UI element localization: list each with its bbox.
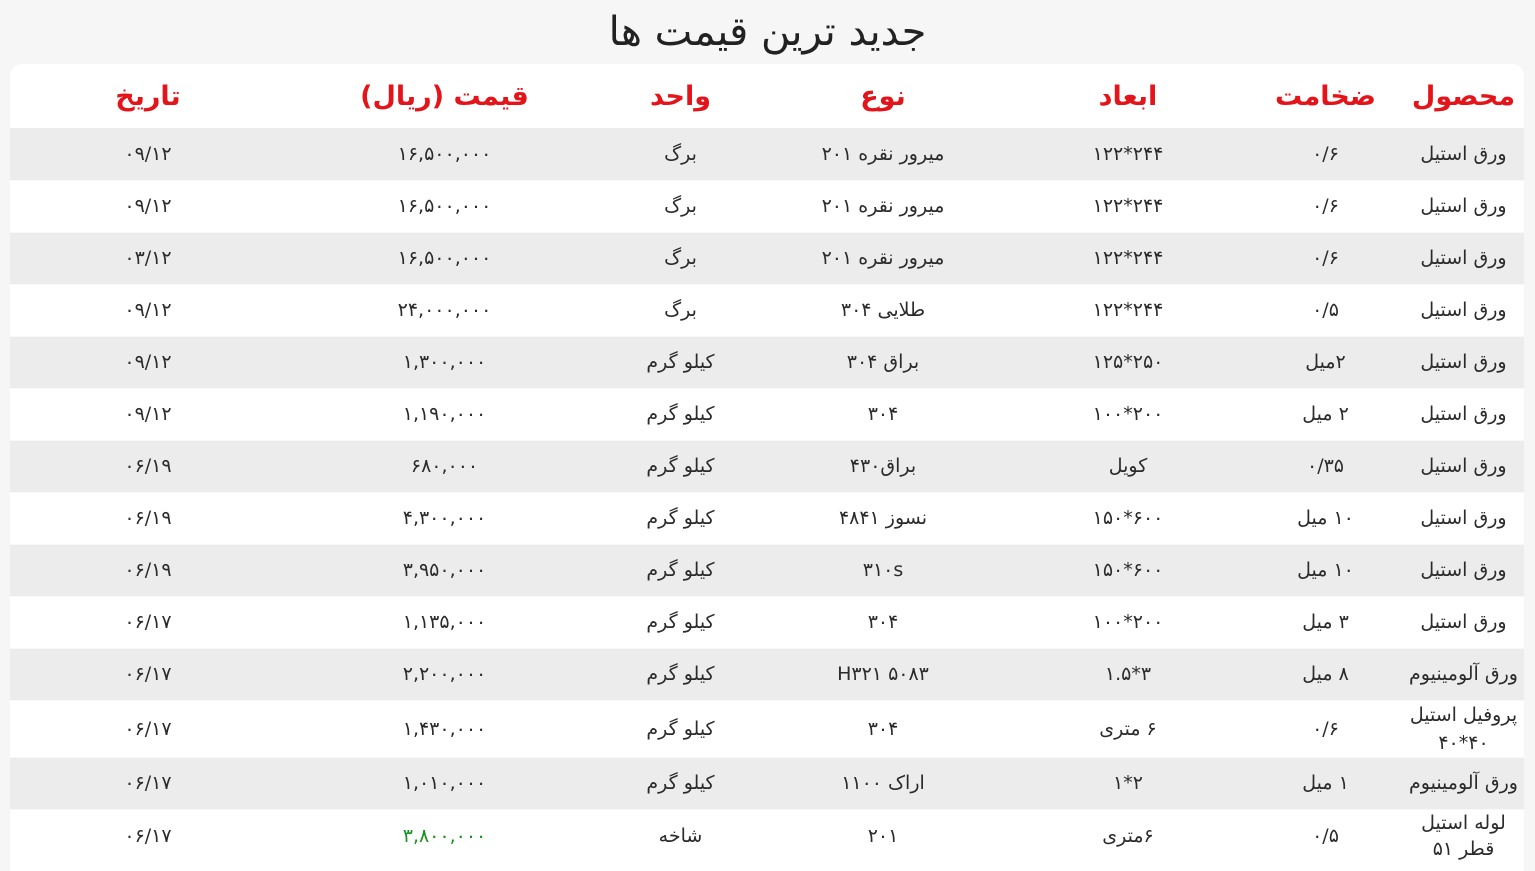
cell-unit: کیلو گرم [603,596,758,648]
page-title: جدید ترین قیمت ها [608,9,927,55]
cell-date: ۰۶/۱۷ [10,809,286,862]
cell-unit: برگ [603,284,758,336]
cell-unit: برگ [603,180,758,232]
table-row [10,284,1524,336]
cell-price: ۶۸۰,۰۰۰ [286,440,603,492]
cell-thickness: ۱۰ میل [1248,492,1403,544]
header-product: محصول [1411,80,1516,112]
cell-date: ۰۹/۱۲ [10,388,286,440]
cell-date: ۰۶/۱۹ [10,544,286,596]
cell-date: ۰۶/۱۷ [10,596,286,648]
cell-product: ورق آلومینیوم [1403,757,1524,809]
cell-price: ۴,۳۰۰,۰۰۰ [286,492,603,544]
cell-product: لوله استیل قطر ۵۱ [1403,809,1524,862]
cell-dimensions: ۲۴۴*۱۲۲ [1008,284,1248,336]
cell-unit: کیلو گرم [603,757,758,809]
header-price: قیمت (ریال) [360,80,529,112]
cell-type: طلایی ۳۰۴ [758,284,1008,336]
cell-price: ۲۴,۰۰۰,۰۰۰ [286,284,603,336]
header-unit: واحد [649,80,712,112]
cell-thickness: ۰/۵ [1248,284,1403,336]
table-row [10,336,1524,388]
header-thickness: ضخامت [1275,80,1376,112]
cell-dimensions: کویل [1008,440,1248,492]
cell-date: ۰۹/۱۲ [124,142,172,165]
cell-price: ۱,۳۰۰,۰۰۰ [286,336,603,388]
cell-product: ورق استیل [1403,596,1524,648]
cell-thickness: ۲ میل [1248,388,1403,440]
cell-dimensions: ۲۵۰*۱۲۵ [1008,336,1248,388]
cell-date: ۰۶/۱۷ [10,757,286,809]
cell-dimensions: ۲۰۰*۱۰۰ [1008,596,1248,648]
cell-price: ۳,۸۰۰,۰۰۰ [286,809,603,862]
cell-type: براق ۳۰۴ [758,336,1008,388]
cell-price: ۱,۱۳۵,۰۰۰ [286,596,603,648]
cell-product: ورق استیل [1403,440,1524,492]
cell-date: ۰۶/۱۷ [10,700,286,757]
cell-dimensions: ۲۴۴*۱۲۲ [1008,180,1248,232]
cell-type: ۲۰۱ [758,809,1008,862]
cell-product: ورق استیل [1403,492,1524,544]
cell-type: میرور نقره ۲۰۱ [758,232,1008,284]
cell-price: ۱۶,۵۰۰,۰۰۰ [397,142,492,165]
header-type: نوع [860,80,906,112]
table-row [10,232,1524,284]
cell-product: ورق استیل [1403,388,1524,440]
cell-unit: کیلو گرم [603,544,758,596]
table-row [10,757,1524,809]
cell-price: ۱,۱۹۰,۰۰۰ [286,388,603,440]
table-row [10,544,1524,596]
cell-type: ۵۰۸۳ H۳۲۱ [758,648,1008,700]
cell-unit: شاخه [603,809,758,862]
table-row [10,700,1524,757]
cell-thickness: ۰/۶ [1248,232,1403,284]
cell-unit: برگ [664,142,697,165]
cell-thickness: ۰/۵ [1248,809,1403,862]
cell-unit: کیلو گرم [603,388,758,440]
table-row [10,648,1524,700]
cell-product: ورق استیل [1403,284,1524,336]
cell-date: ۰۹/۱۲ [10,180,286,232]
cell-product: ورق استیل [1403,336,1524,388]
cell-date: ۰۳/۱۲ [10,232,286,284]
cell-thickness: ۸ میل [1248,648,1403,700]
cell-unit: برگ [603,232,758,284]
table-row [10,440,1524,492]
cell-product: ورق استیل [1403,180,1524,232]
cell-dimensions: ۲۴۴*۱۲۲ [1008,232,1248,284]
header-date: تاریخ [115,80,181,112]
cell-product: ورق استیل [1420,142,1507,165]
cell-product: ورق استیل [1403,544,1524,596]
cell-type: ۳۱۰s [758,544,1008,596]
table-row [10,596,1524,648]
cell-dimensions: ۶ متری [1008,700,1248,757]
cell-price: ۱۶,۵۰۰,۰۰۰ [286,232,603,284]
table-body [10,128,1524,862]
cell-date: ۰۶/۱۹ [10,492,286,544]
table-row [10,128,1524,180]
cell-dimensions: ۲*۱ [1008,757,1248,809]
table-header-row [10,64,1524,128]
cell-price: ۲,۲۰۰,۰۰۰ [286,648,603,700]
cell-unit: کیلو گرم [603,336,758,388]
price-table [10,64,1524,862]
cell-thickness: ۰/۶ [1312,142,1339,165]
cell-unit: کیلو گرم [603,440,758,492]
price-table-card [10,64,1524,871]
cell-thickness: ۰/۳۵ [1248,440,1403,492]
cell-dimensions: ۳*۱.۵ [1008,648,1248,700]
cell-dimensions: ۲۰۰*۱۰۰ [1008,388,1248,440]
table-row [10,180,1524,232]
cell-type: میرور نقره ۲۰۱ [821,142,945,165]
table-row [10,809,1524,862]
cell-thickness: ۰/۶ [1248,700,1403,757]
cell-price: ۱,۴۳۰,۰۰۰ [286,700,603,757]
header-dimensions: ابعاد [1098,80,1158,112]
cell-price: ۱,۰۱۰,۰۰۰ [286,757,603,809]
cell-dimensions: ۲۴۴*۱۲۲ [1092,142,1164,165]
cell-dimensions: ۶۰۰*۱۵۰ [1008,544,1248,596]
cell-product: ورق استیل [1403,232,1524,284]
cell-date: ۰۹/۱۲ [10,336,286,388]
cell-date: ۰۶/۱۷ [10,648,286,700]
cell-date: ۰۹/۱۲ [10,284,286,336]
cell-thickness: ۲میل [1248,336,1403,388]
cell-type: اراک ۱۱۰۰ [758,757,1008,809]
cell-thickness: ۱۰ میل [1248,544,1403,596]
cell-thickness: ۳ میل [1248,596,1403,648]
cell-thickness: ۱ میل [1248,757,1403,809]
cell-price: ۳,۹۵۰,۰۰۰ [286,544,603,596]
cell-product: ورق آلومینیوم [1403,648,1524,700]
cell-type: ۳۰۴ [758,388,1008,440]
cell-dimensions: ۶متری [1008,809,1248,862]
cell-unit: کیلو گرم [603,492,758,544]
cell-type: ۳۰۴ [758,700,1008,757]
cell-unit: کیلو گرم [603,648,758,700]
cell-type: ۳۰۴ [758,596,1008,648]
cell-type: نسوز ۴۸۴۱ [758,492,1008,544]
cell-unit: کیلو گرم [603,700,758,757]
table-row [10,388,1524,440]
cell-type: میرور نقره ۲۰۱ [758,180,1008,232]
cell-price: ۱۶,۵۰۰,۰۰۰ [286,180,603,232]
cell-dimensions: ۶۰۰*۱۵۰ [1008,492,1248,544]
cell-thickness: ۰/۶ [1248,180,1403,232]
cell-type: براق۴۳۰ [758,440,1008,492]
cell-product: پروفیل استیل ۴۰*۴۰ [1403,700,1524,757]
table-row [10,492,1524,544]
cell-date: ۰۶/۱۹ [10,440,286,492]
